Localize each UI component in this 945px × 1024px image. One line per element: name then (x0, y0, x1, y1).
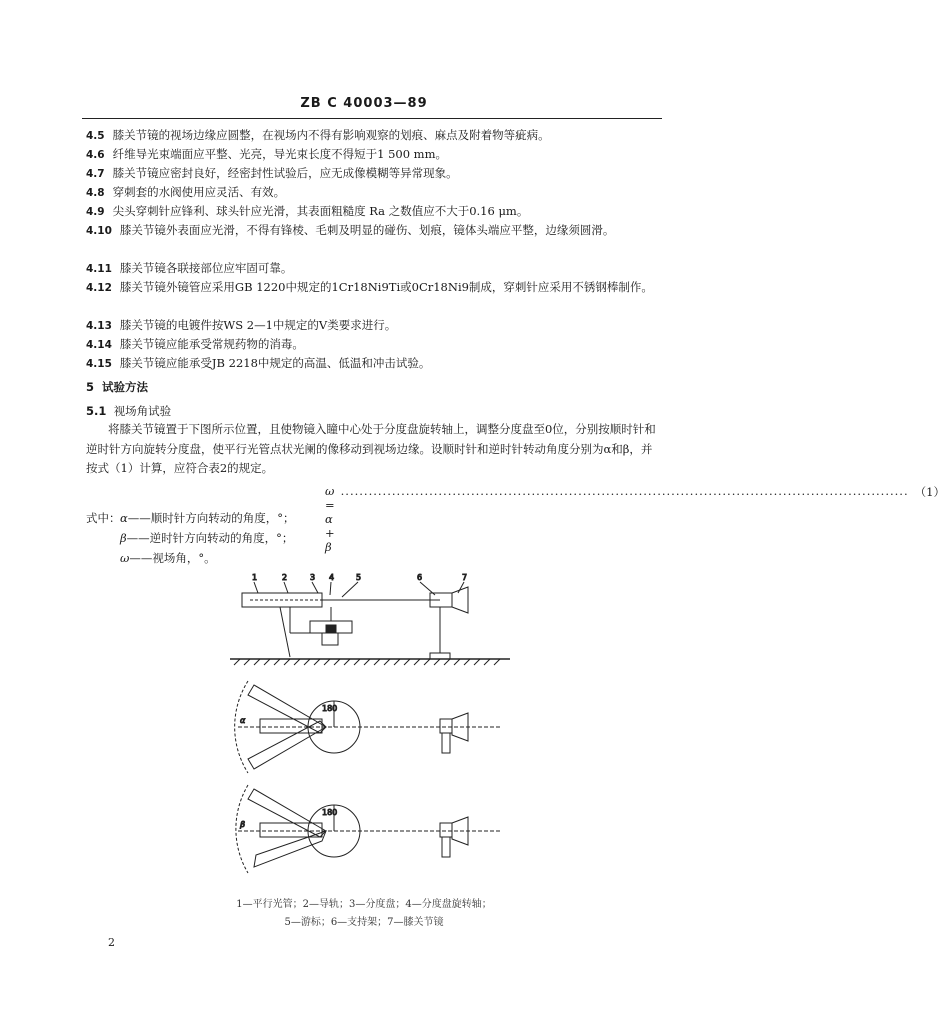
clause-number: 4.11 (86, 263, 112, 275)
side-view (230, 573, 510, 665)
part-label-3: 3 (310, 573, 316, 582)
subsection-number: 5.1 (86, 404, 107, 418)
definition-text: ——逆时针方向转动的角度，°； (126, 531, 294, 545)
eyepiece-cup (452, 587, 468, 613)
clause-text: 穿刺套的水阀使用应灵活、有效。 (112, 185, 286, 199)
clause-text: 膝关节镜的电镀件按WS 2—1中规定的V类要求进行。 (119, 318, 397, 332)
page-number: 2 (108, 936, 115, 949)
clause-text: 膝关节镜各联接部位应牢固可靠。 (119, 261, 293, 275)
clause-4-15 (86, 354, 660, 374)
formula-expression: ω = α + β (325, 484, 335, 554)
dial-reading-bottom: 180 (322, 808, 338, 817)
clause-number: 4.6 (86, 149, 105, 161)
header-rule (82, 118, 662, 119)
definition-text: ——视场角，°。 (129, 551, 216, 565)
clause-text: 膝关节镜应密封良好，经密封性试验后，应无成像模糊等异常现象。 (112, 166, 458, 180)
section-heading (86, 379, 148, 395)
support-base (430, 653, 450, 659)
definitions-prefix: 式中： (86, 511, 121, 525)
clause-4-12 (86, 278, 660, 298)
dial-reading-top: 180 (322, 704, 338, 713)
clause-text: 膝关节镜应能承受常规药物的消毒。 (119, 337, 304, 351)
part-label-2: 2 (282, 573, 288, 582)
section-number: 5 (86, 380, 95, 394)
figure-caption-line1: 1—平行光管；2—导轨；3—分度盘；4—分度盘旋转轴； (236, 899, 492, 910)
clause-number: 4.13 (86, 320, 112, 332)
clause-4-9 (86, 202, 660, 222)
symbol: β (120, 531, 127, 545)
definition-beta (120, 530, 293, 546)
angle-label-beta: β (240, 820, 246, 829)
part-label-1: 1 (252, 573, 258, 582)
definition-omega (120, 550, 216, 566)
clause-number: 4.15 (86, 358, 112, 370)
part-label-6: 6 (417, 573, 423, 582)
symbol: ω (120, 551, 130, 565)
clause-text: 膝关节镜外镜管应采用GB 1220中规定的1Cr18Ni9Ti或0Cr18Ni9制成，穿刺针应采用不锈钢棒制作。 (119, 280, 653, 294)
clause-number: 4.8 (86, 187, 105, 199)
symbol: α (120, 511, 128, 525)
clause-number: 4.5 (86, 130, 105, 142)
top-view-alpha (235, 681, 500, 773)
subsection-title: 视场角试验 (113, 404, 172, 418)
clause-4-7 (86, 164, 660, 184)
clause-text: 纤维导光束端面应平整、光亮，导光束长度不得短于1 500 mm。 (112, 147, 447, 161)
clause-text: 膝关节镜应能承受JB 2218中规定的高温、低温和冲击试验。 (119, 356, 431, 370)
part-label-7: 7 (462, 573, 468, 582)
clause-4-8 (86, 183, 660, 203)
top-view-beta (236, 785, 500, 873)
clause-4-11 (86, 259, 660, 279)
formula-1 (325, 484, 945, 554)
document-header: ZB C 40003—89 (300, 96, 428, 111)
definition-alpha (120, 510, 295, 526)
clause-4-5 (86, 126, 660, 146)
clause-number: 4.9 (86, 206, 105, 218)
clause-text: 尖头穿刺针应锋利、球头针应光滑，其表面粗糙度 Ra 之数值应不大于0.16 μm。 (112, 204, 529, 218)
clause-text: 膝关节镜的视场边缘应圆整，在视场内不得有影响观察的划痕、麻点及附着物等疵病。 (112, 128, 550, 142)
clause-number: 4.12 (86, 282, 112, 294)
clause-number: 4.14 (86, 339, 112, 351)
dial-stand (322, 633, 338, 645)
test-paragraph: 将膝关节镜置于下图所示位置，且使物镜入瞳中心处于分度盘旋转轴上，调整分度盘至0位，分别按顺时针和逆时针方向旋转分度盘，使平行光管点状光阑的像移动到视场边缘。设顺时针和逆时针转动角度分别为α和β，并按式（1）计算，应符合表2的规定。 (86, 422, 656, 475)
clause-number: 4.10 (86, 225, 112, 237)
angle-label-alpha: α (240, 716, 246, 725)
figure-caption-line2: 5—游标；6—支持架；7—膝关节镜 (284, 917, 444, 928)
test-setup-figure (230, 573, 510, 888)
clause-number: 4.7 (86, 168, 105, 180)
clause-text: 膝关节镜外表面应光滑，不得有锋棱、毛刺及明显的碰伤、划痕，镜体头端应平整，边缘须圆滑。 (119, 223, 615, 237)
formula-number: （1） (914, 485, 945, 499)
clause-4-13 (86, 316, 660, 336)
section-title: 试验方法 (102, 380, 149, 394)
definition-text: ——顺时针方向转动的角度，°； (127, 511, 295, 525)
clause-4-14 (86, 335, 660, 355)
formula-leader-dots: .......................................................................................................................... (340, 484, 909, 498)
clause-4-10 (86, 221, 660, 241)
clause-4-6 (86, 145, 660, 165)
part-label-5: 5 (356, 573, 362, 582)
subsection-heading (86, 403, 171, 419)
dial-axis (326, 625, 336, 633)
part-label-4: 4 (329, 573, 335, 582)
